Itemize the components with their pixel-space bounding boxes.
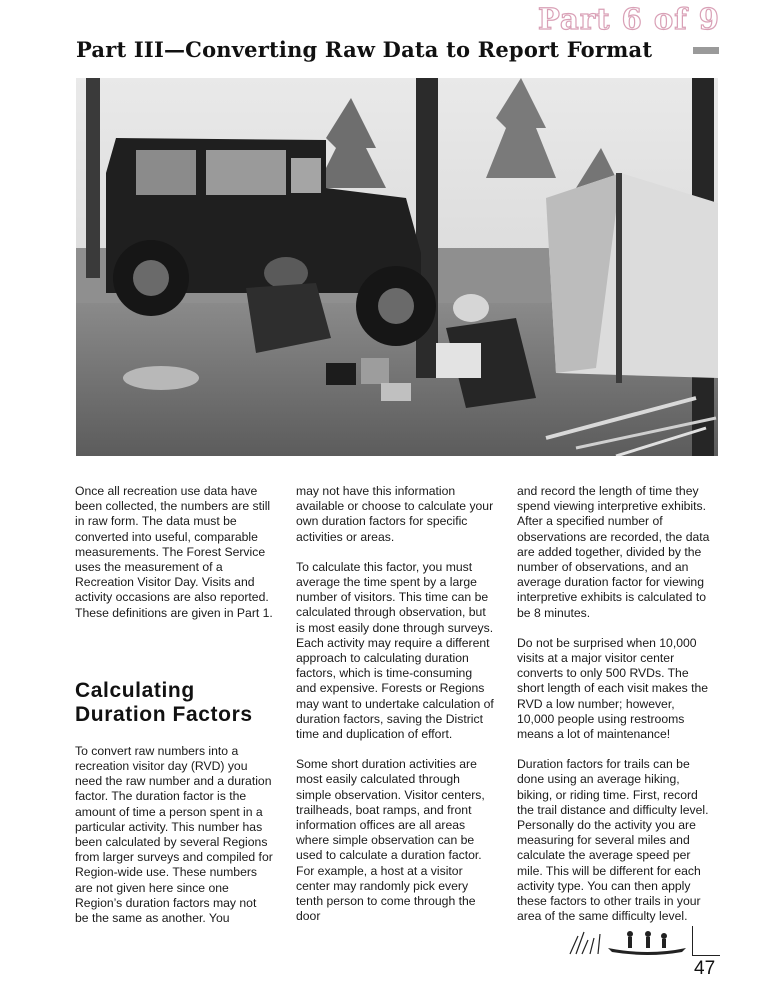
- title-accent-bar: [693, 47, 719, 54]
- part-label: Part 6 of 9: [538, 2, 720, 36]
- paragraph: To convert raw numbers into a recreation visitor day (RVD) you need the raw number and a duration factor. The duration factor is the amount of time a person spent in a particular activity. This number has been calculated by several Regions from larger surveys and compiled for Region-wide use. These numbers are not given here since one Region’s duration factors may not be the same as another. You: [75, 743, 273, 926]
- paragraph: may not have this information available or choose to calculate your own duration factors for specific activities or areas.: [296, 484, 494, 544]
- paragraph: Do not be surprised when 10,000 visits at a major visitor center converts to only 500 RVDs. The short length of each visit makes the RVD a low number; however, 10,000 people using restrooms means a lot of maintenance!: [517, 635, 709, 742]
- canoe-people-logo-icon: [568, 926, 720, 956]
- paragraph: To calculate this factor, you must average the time spent by a large number of visitors. This time can be calculated through observation, but is most easily done through surveys. Each activity may require a different approach to calculating duration factors, which is time-consuming and expensive. Forests or Regions may want to undertake calculation of duration factors, saving the District time and duplication of effort.: [296, 559, 494, 742]
- paragraph: and record the length of time they spend viewing interpretive exhibits. After a specified number of observations are recorded, the data are added together, divided by the number of observations, and an average duration factor for viewing interpretive exhibits is calculated to be 8 minutes.: [517, 484, 710, 620]
- paragraph: Some short duration activities are most easily calculated through simple observation. Visitor centers, trailheads, boat ramps, and front information offices are all areas where simple observation can be used to calculate a duration factor. For example, a host at a visitor center may randomly pick every tenth person to come through the door: [296, 757, 485, 924]
- text-column-2: [296, 484, 494, 939]
- camping-scene-photo: [76, 78, 718, 456]
- text-column-3: [517, 484, 715, 939]
- section-title: Part III—Converting Raw Data to Report Format: [76, 37, 653, 62]
- page-number: 47: [694, 958, 716, 979]
- section-heading: Calculating Duration Factors: [75, 678, 253, 726]
- paragraph: Duration factors for trails can be done using an average hiking, biking, or riding time. First, record the trail distance and difficulty level. Personally do the activity you are measuring for several miles and calculate the average speed per mile. This will be different for each activity type. You can then apply these factors to other trails in your area of the same difficulty level.: [517, 757, 709, 924]
- text-column-1: [75, 484, 273, 941]
- paragraph: Once all recreation use data have been collected, the numbers are still in raw form. The data must be converted into useful, comparable measurements. The Forest Service uses the measurement of a Recreation Visitor Day. Visits and activity occasions are also reported. These definitions are given in Part 1.: [75, 484, 273, 620]
